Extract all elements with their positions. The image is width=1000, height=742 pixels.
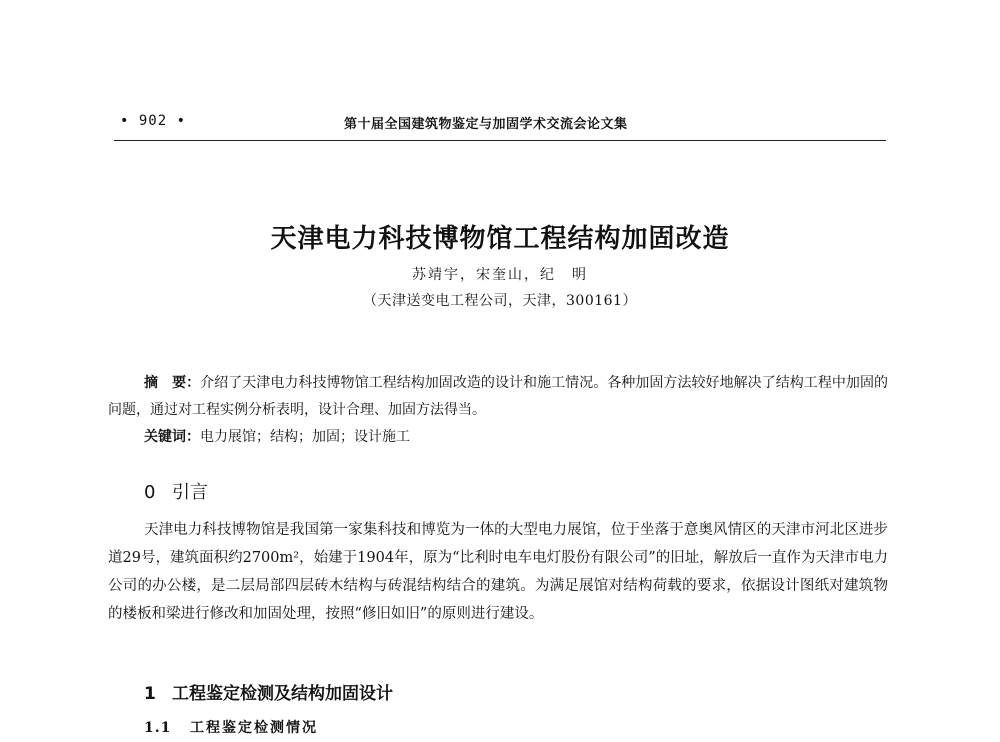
- journal-title: 第十届全国建筑物鉴定与加固学术交流会论文集: [344, 117, 628, 132]
- abstract-paragraph: [108, 370, 888, 424]
- subsection-number: 1.1: [144, 720, 172, 736]
- affiliation: （天津送变电工程公司，天津，300161）: [363, 293, 637, 309]
- subsection-heading: [144, 717, 318, 737]
- keywords-label: 关键词：: [144, 429, 200, 445]
- keywords: [144, 425, 410, 449]
- article-title: 天津电力科技博物馆工程结构加固改造: [270, 224, 730, 254]
- abstract: [108, 370, 888, 424]
- section-title: 工程鉴定检测及结构加固设计: [172, 684, 393, 704]
- section-heading-introduction: [144, 478, 208, 504]
- abstract-label: 摘 要：: [144, 375, 201, 391]
- subsection-title: 工程鉴定检测情况: [190, 720, 318, 736]
- keywords-text: 电力展馆；结构；加固；设计施工: [200, 429, 410, 445]
- running-header: [114, 113, 886, 137]
- introduction-paragraph: 天津电力科技博物馆是我国第一家集科技和博览为一体的大型电力展馆，位于坐落于意奥风情区的天津市河北区进步道29号，建筑面积约2700m²，始建于1904年，原为“比利时电车电灯股份有限公司”的旧址，解放后一直作为天津市电力公司的办公楼，是二层局部四层砖木结构与砖混结构结合的建筑。为满足展馆对结构荷载的要求，依据设计图纸对建筑物的楼板和梁进行修改和加固处理，按照“修旧如旧”的原则进行建设。: [108, 522, 888, 622]
- page-number: • 902 •: [120, 113, 187, 129]
- abstract-text: 介绍了天津电力科技博物馆工程结构加固改造的设计和施工情况。各种加固方法较好地解决了结构工程中加固的问题，通过对工程实例分析表明，设计合理、加固方法得当。: [108, 375, 888, 418]
- section-title: 引言: [172, 482, 208, 503]
- section-heading-appraisal: [144, 679, 393, 704]
- author-list: 苏靖宇，宋奎山，纪 明: [412, 267, 588, 283]
- section-number: 0: [144, 482, 156, 503]
- section-number: 1: [144, 684, 156, 704]
- header-rule: [114, 140, 886, 141]
